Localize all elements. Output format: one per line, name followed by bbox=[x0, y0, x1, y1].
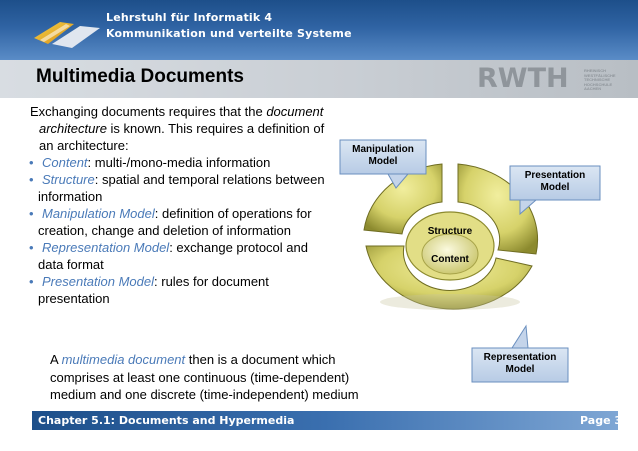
callout-representation-label bbox=[472, 352, 568, 376]
callout-line: Model bbox=[368, 156, 398, 167]
bullet-lead: Structure bbox=[42, 172, 95, 187]
slide-title: Multimedia Documents bbox=[36, 66, 244, 87]
callout-line: Model bbox=[540, 182, 570, 193]
bullet-item-content bbox=[30, 154, 330, 171]
architecture-diagram bbox=[330, 130, 630, 390]
bullet-item-structure bbox=[30, 171, 330, 205]
bullet-dot-icon: • bbox=[29, 172, 34, 187]
callout-line: Presentation bbox=[524, 170, 586, 181]
footer-chapter: Chapter 5.1: Documents and Hypermedia bbox=[38, 414, 295, 427]
intro-part1: Exchanging documents requires that the bbox=[30, 104, 267, 119]
bullet-item-manipulation bbox=[30, 205, 330, 239]
callout-manipulation-label bbox=[340, 144, 426, 168]
body-text bbox=[30, 103, 330, 307]
callout-line: Representation bbox=[483, 352, 557, 363]
institute-subtitle: Kommunikation und verteilte Systeme bbox=[106, 27, 352, 40]
bullet-text: : multi-/mono-media information bbox=[87, 155, 271, 170]
bullet-text: : rules for document presentation bbox=[38, 274, 269, 306]
intro-part2: is known. This requires a definition of an architecture: bbox=[39, 121, 325, 153]
bullet-dot-icon: • bbox=[29, 274, 34, 289]
bullet-dot-icon: • bbox=[29, 240, 34, 255]
i4-logo bbox=[30, 14, 105, 54]
bullet-dot-icon: • bbox=[29, 206, 34, 221]
closing-part1: A bbox=[50, 352, 62, 367]
callout-line: Manipulation bbox=[352, 144, 414, 155]
callout-line: Model bbox=[505, 364, 535, 375]
bullet-lead: Representation Model bbox=[42, 240, 170, 255]
closing-emphasis: multimedia document bbox=[61, 352, 186, 367]
structure-label: Structure bbox=[427, 226, 473, 237]
bullet-text: : exchange protocol and data format bbox=[38, 240, 308, 272]
university-logo: RWTH bbox=[477, 63, 569, 94]
footer-page-number: Page 3 bbox=[580, 414, 623, 427]
bullet-item-presentation bbox=[30, 273, 330, 307]
closing-part2: then is a document which comprises at least one continuous (time-dependent) medium and one discrete (time-independent) medium bbox=[50, 352, 359, 402]
intro-paragraph bbox=[30, 103, 330, 154]
intro-emphasis: document architecture bbox=[39, 104, 324, 136]
bullet-item-representation bbox=[30, 239, 330, 273]
bullet-list bbox=[30, 154, 330, 307]
bullet-lead: Content bbox=[42, 155, 88, 170]
callout-presentation-label bbox=[510, 170, 600, 194]
bullet-text: : definition of operations for creation, change and deletion of information bbox=[38, 206, 312, 238]
bullet-text: : spatial and temporal relations between information bbox=[38, 172, 325, 204]
institute-name: Lehrstuhl für Informatik 4 bbox=[106, 11, 273, 24]
bullet-lead: Presentation Model bbox=[42, 274, 155, 289]
bullet-lead: Manipulation Model bbox=[42, 206, 155, 221]
content-label: Content bbox=[431, 254, 469, 265]
bullet-dot-icon: • bbox=[29, 155, 34, 170]
university-logo-subtitle: RHEINISCH WESTFÄLISCHE TECHNISCHE HOCHSCHULE AACHEN bbox=[584, 68, 616, 91]
